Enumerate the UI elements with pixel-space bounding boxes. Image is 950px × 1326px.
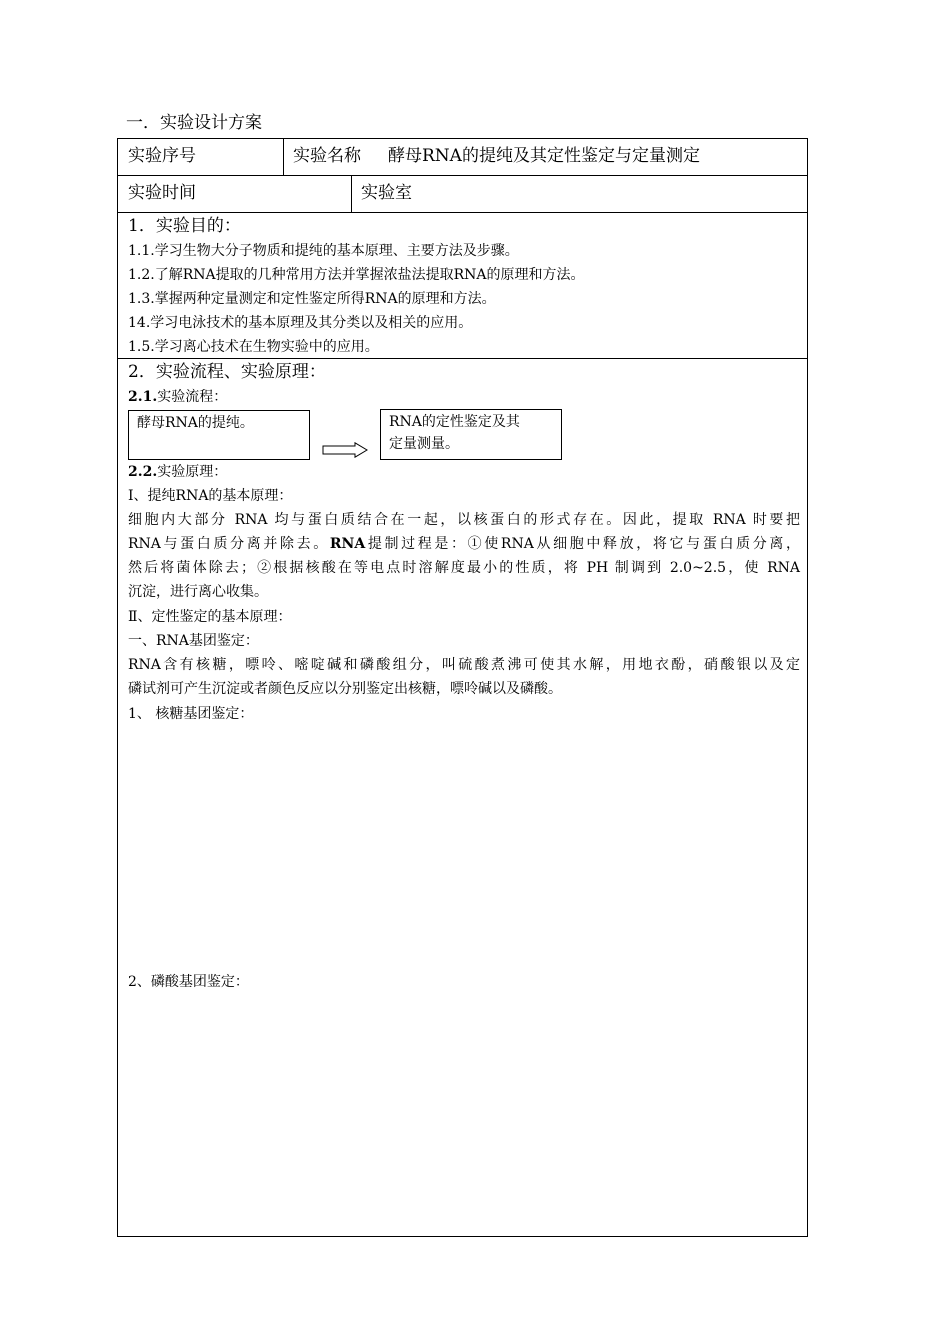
principle-1-line: 沉淀，进行离心收集。 <box>128 584 268 600</box>
principle-1-line: 细胞内大部分 RNA 均与蛋白质结合在一起，以核蛋白的形式存在。因此，提取 RNA 时要把 <box>128 512 800 528</box>
flow-number: 2.1. <box>128 389 158 405</box>
row-divider-2 <box>118 212 807 213</box>
ribose-item: 1、 核糖基团鉴定： <box>128 706 254 722</box>
principle-1-line: 然后将菌体除去；②根据核酸在等电点时溶解度最小的性质，将 PH 制调到 2.0~2.5，使 RNA <box>128 560 800 576</box>
principle-2-title: Ⅱ、定性鉴定的基本原理： <box>128 609 292 625</box>
text-run: RNA与蛋白质分离并除去。 <box>128 536 330 552</box>
objective-item: 14.学习电泳技术的基本原理及其分类以及相关的应用。 <box>128 315 473 331</box>
flow-box-line: RNA的定性鉴定及其 <box>389 414 520 430</box>
principle-2-subtitle: 一、RNA基团鉴定： <box>128 633 259 649</box>
arrow-right-icon <box>322 442 368 458</box>
experiment-table <box>117 138 808 1237</box>
objective-item: 1.3.掌握两种定量测定和定性鉴定所得RNA的原理和方法。 <box>128 291 496 307</box>
phosphate-item: 2、磷酸基团鉴定： <box>128 974 249 990</box>
principle-2-line: RNA含有核糖，嘌呤、嘧啶碱和磷酸组分，叫硫酸煮沸可使其水解，用地衣酚，硝酸银以及定 <box>128 657 800 673</box>
flow-subheading <box>128 387 227 407</box>
flow-box-line: 定量测量。 <box>389 436 459 452</box>
objectives-heading: 1．实验目的： <box>128 216 241 236</box>
section-title: 一．实验设计方案 <box>126 113 262 133</box>
objective-item: 1.5.学习离心技术在生物实验中的应用。 <box>128 339 379 355</box>
row-divider-3 <box>118 358 807 359</box>
objective-item: 1.2.了解RNA提取的几种常用方法并掌握浓盐法提取RNA的原理和方法。 <box>128 267 585 283</box>
process-heading: 2．实验流程、实验原理： <box>128 362 326 382</box>
flow-box-identification <box>380 409 562 460</box>
flow-label: 实验流程： <box>157 389 228 405</box>
principle-label: 实验原理： <box>157 464 228 480</box>
col-divider-2 <box>351 175 352 212</box>
text-run: 提制过程是：①使RNA从细胞中释放，将它与蛋白质分离， <box>365 536 800 552</box>
row-divider-1 <box>118 175 807 176</box>
flow-box-purification: 酵母RNA的提纯。 <box>128 410 310 460</box>
principle-1-line <box>128 532 800 557</box>
principle-number: 2.2. <box>128 464 158 480</box>
principle-1-title: Ⅰ、提纯RNA的基本原理： <box>128 488 293 504</box>
principle-subheading <box>128 462 227 482</box>
seq-label: 实验序号 <box>128 146 196 166</box>
lab-label: 实验室 <box>361 183 412 203</box>
name-label: 实验名称 <box>293 146 361 166</box>
experiment-name: 酵母RNA的提纯及其定性鉴定与定量测定 <box>388 146 700 166</box>
objective-item: 1.1.学习生物大分子物质和提纯的基本原理、主要方法及步骤。 <box>128 243 519 259</box>
text-run-bold: RNA <box>329 536 366 552</box>
principle-2-line: 磷试剂可产生沉淀或者颜色反应以分别鉴定出核糖，嘌呤碱以及磷酸。 <box>128 681 562 697</box>
time-label: 实验时间 <box>128 183 196 203</box>
col-divider-1 <box>283 139 284 175</box>
